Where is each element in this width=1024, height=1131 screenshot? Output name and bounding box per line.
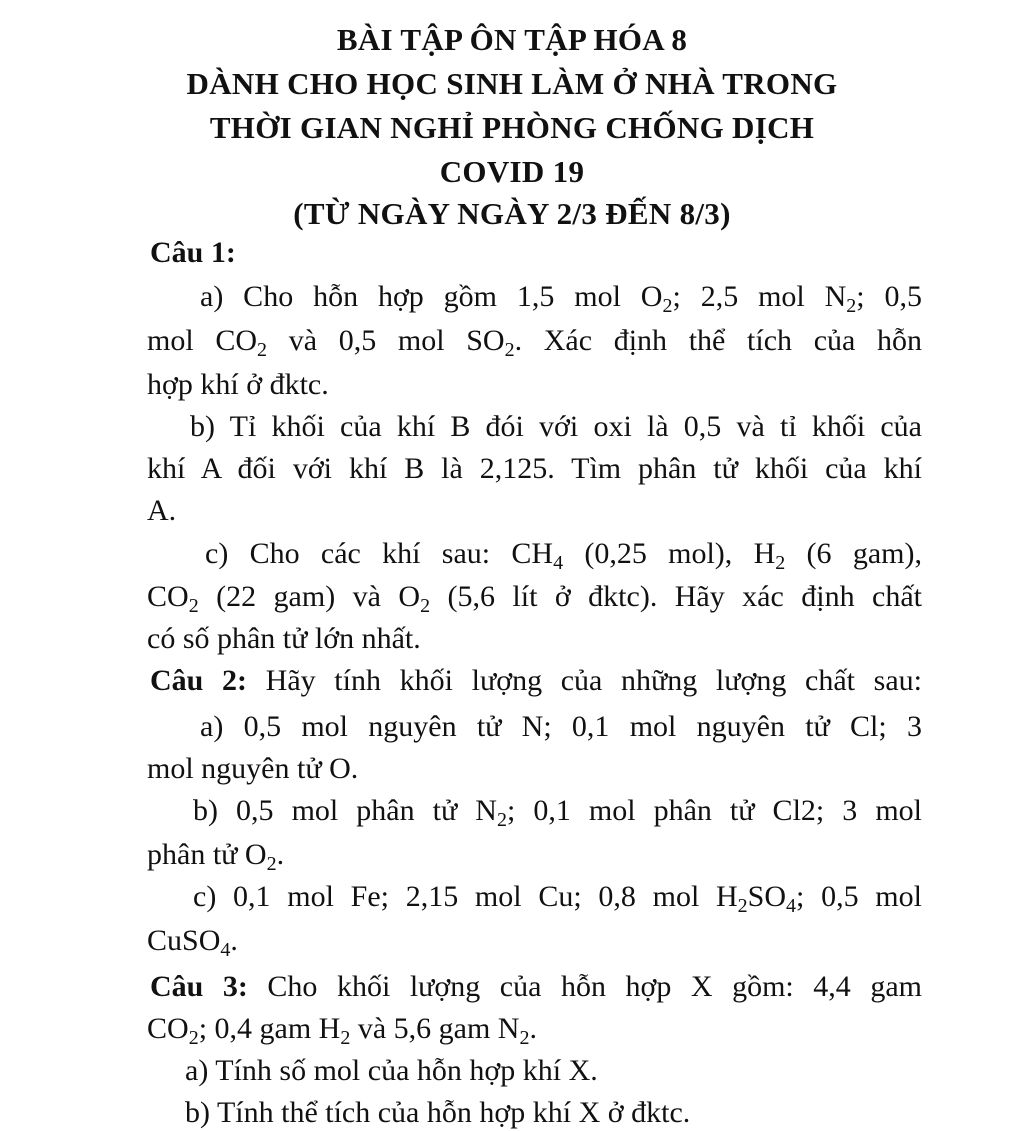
q1-part-a-line-1: a) Cho hỗn hợp gồm 1,5 mol $O_2$; 2,5 mol $N_2$; 0,5	[200, 280, 922, 317]
q1-part-c-line-2: $CO_2$ (22 gam) và $O_2$ (5,6 lít ở đktc). Hãy xác định chất	[147, 580, 922, 617]
q2-part-c-line-2: CuSO$_4$.	[147, 924, 238, 961]
title-line-1: BÀI TẬP ÔN TẬP HÓA 8	[336, 22, 688, 57]
q2-part-b-line-2: phân tử $O_2$.	[147, 838, 285, 875]
q3-part-b: b) Tính thể tích của hỗn hợp khí X ở đktc.	[185, 1096, 691, 1129]
q2-part-a-line-1: a) 0,5 mol nguyên tử N; 0,1 mol nguyên tử Cl; 3	[200, 710, 922, 743]
title-line-3: THỜI GIAN NGHỈ PHÒNG CHỐNG DỊCH	[209, 110, 815, 145]
q3-line-2: $CO_2$; 0,4 gam $H_2$ và 5,6 gam $N_2$.	[147, 1012, 537, 1049]
question-3-intro: Câu 3: Cho khối lượng của hỗn hợp X gồm: 4,4 gam	[150, 970, 922, 1003]
q1-part-c-line-3: có số phân tử lớn nhất.	[147, 622, 421, 655]
q1-part-a-line-2: mol $CO_2$ và 0,5 mol $SO_2$. Xác định thể tích của hỗn	[147, 324, 922, 361]
q1-part-b-line-3: A.	[147, 494, 177, 527]
question-1-label: Câu 1:	[150, 236, 236, 269]
title-line-4: COVID 19	[439, 154, 585, 189]
q2-part-c-line-1: c) 0,1 mol Fe; 2,15 mol Cu; 0,8 mol $H_2SO_4$; 0,5 mol	[193, 880, 922, 917]
q2-part-a-line-2: mol nguyên tử O.	[147, 752, 359, 785]
q2-part-b-line-1: b) 0,5 mol phân tử $N_2$; 0,1 mol phân tử Cl2; 3 mol	[193, 794, 922, 831]
title-line-5: (TỪ NGÀY NGÀY 2/3 ĐẾN 8/3)	[293, 196, 731, 231]
title-line-2: DÀNH CHO HỌC SINH LÀM Ở NHÀ TRONG	[186, 66, 838, 101]
question-2-intro: Câu 2: Hãy tính khối lượng của những lượng chất sau:	[150, 664, 922, 697]
q1-part-b-line-1: b) Tỉ khối của khí B đói với oxi là 0,5 và tỉ khối của	[190, 410, 922, 443]
q3-part-a: a) Tính số mol của hỗn hợp khí X.	[185, 1054, 598, 1087]
q1-part-c-line-1: c) Cho các khí sau: $CH_4$ (0,25 mol), $H_2$ (6 gam),	[205, 537, 922, 574]
q1-part-a-line-3: hợp khí ở đktc.	[147, 368, 329, 401]
q1-part-b-line-2: khí A đối với khí B là 2,125. Tìm phân tử khối của khí	[147, 452, 922, 485]
